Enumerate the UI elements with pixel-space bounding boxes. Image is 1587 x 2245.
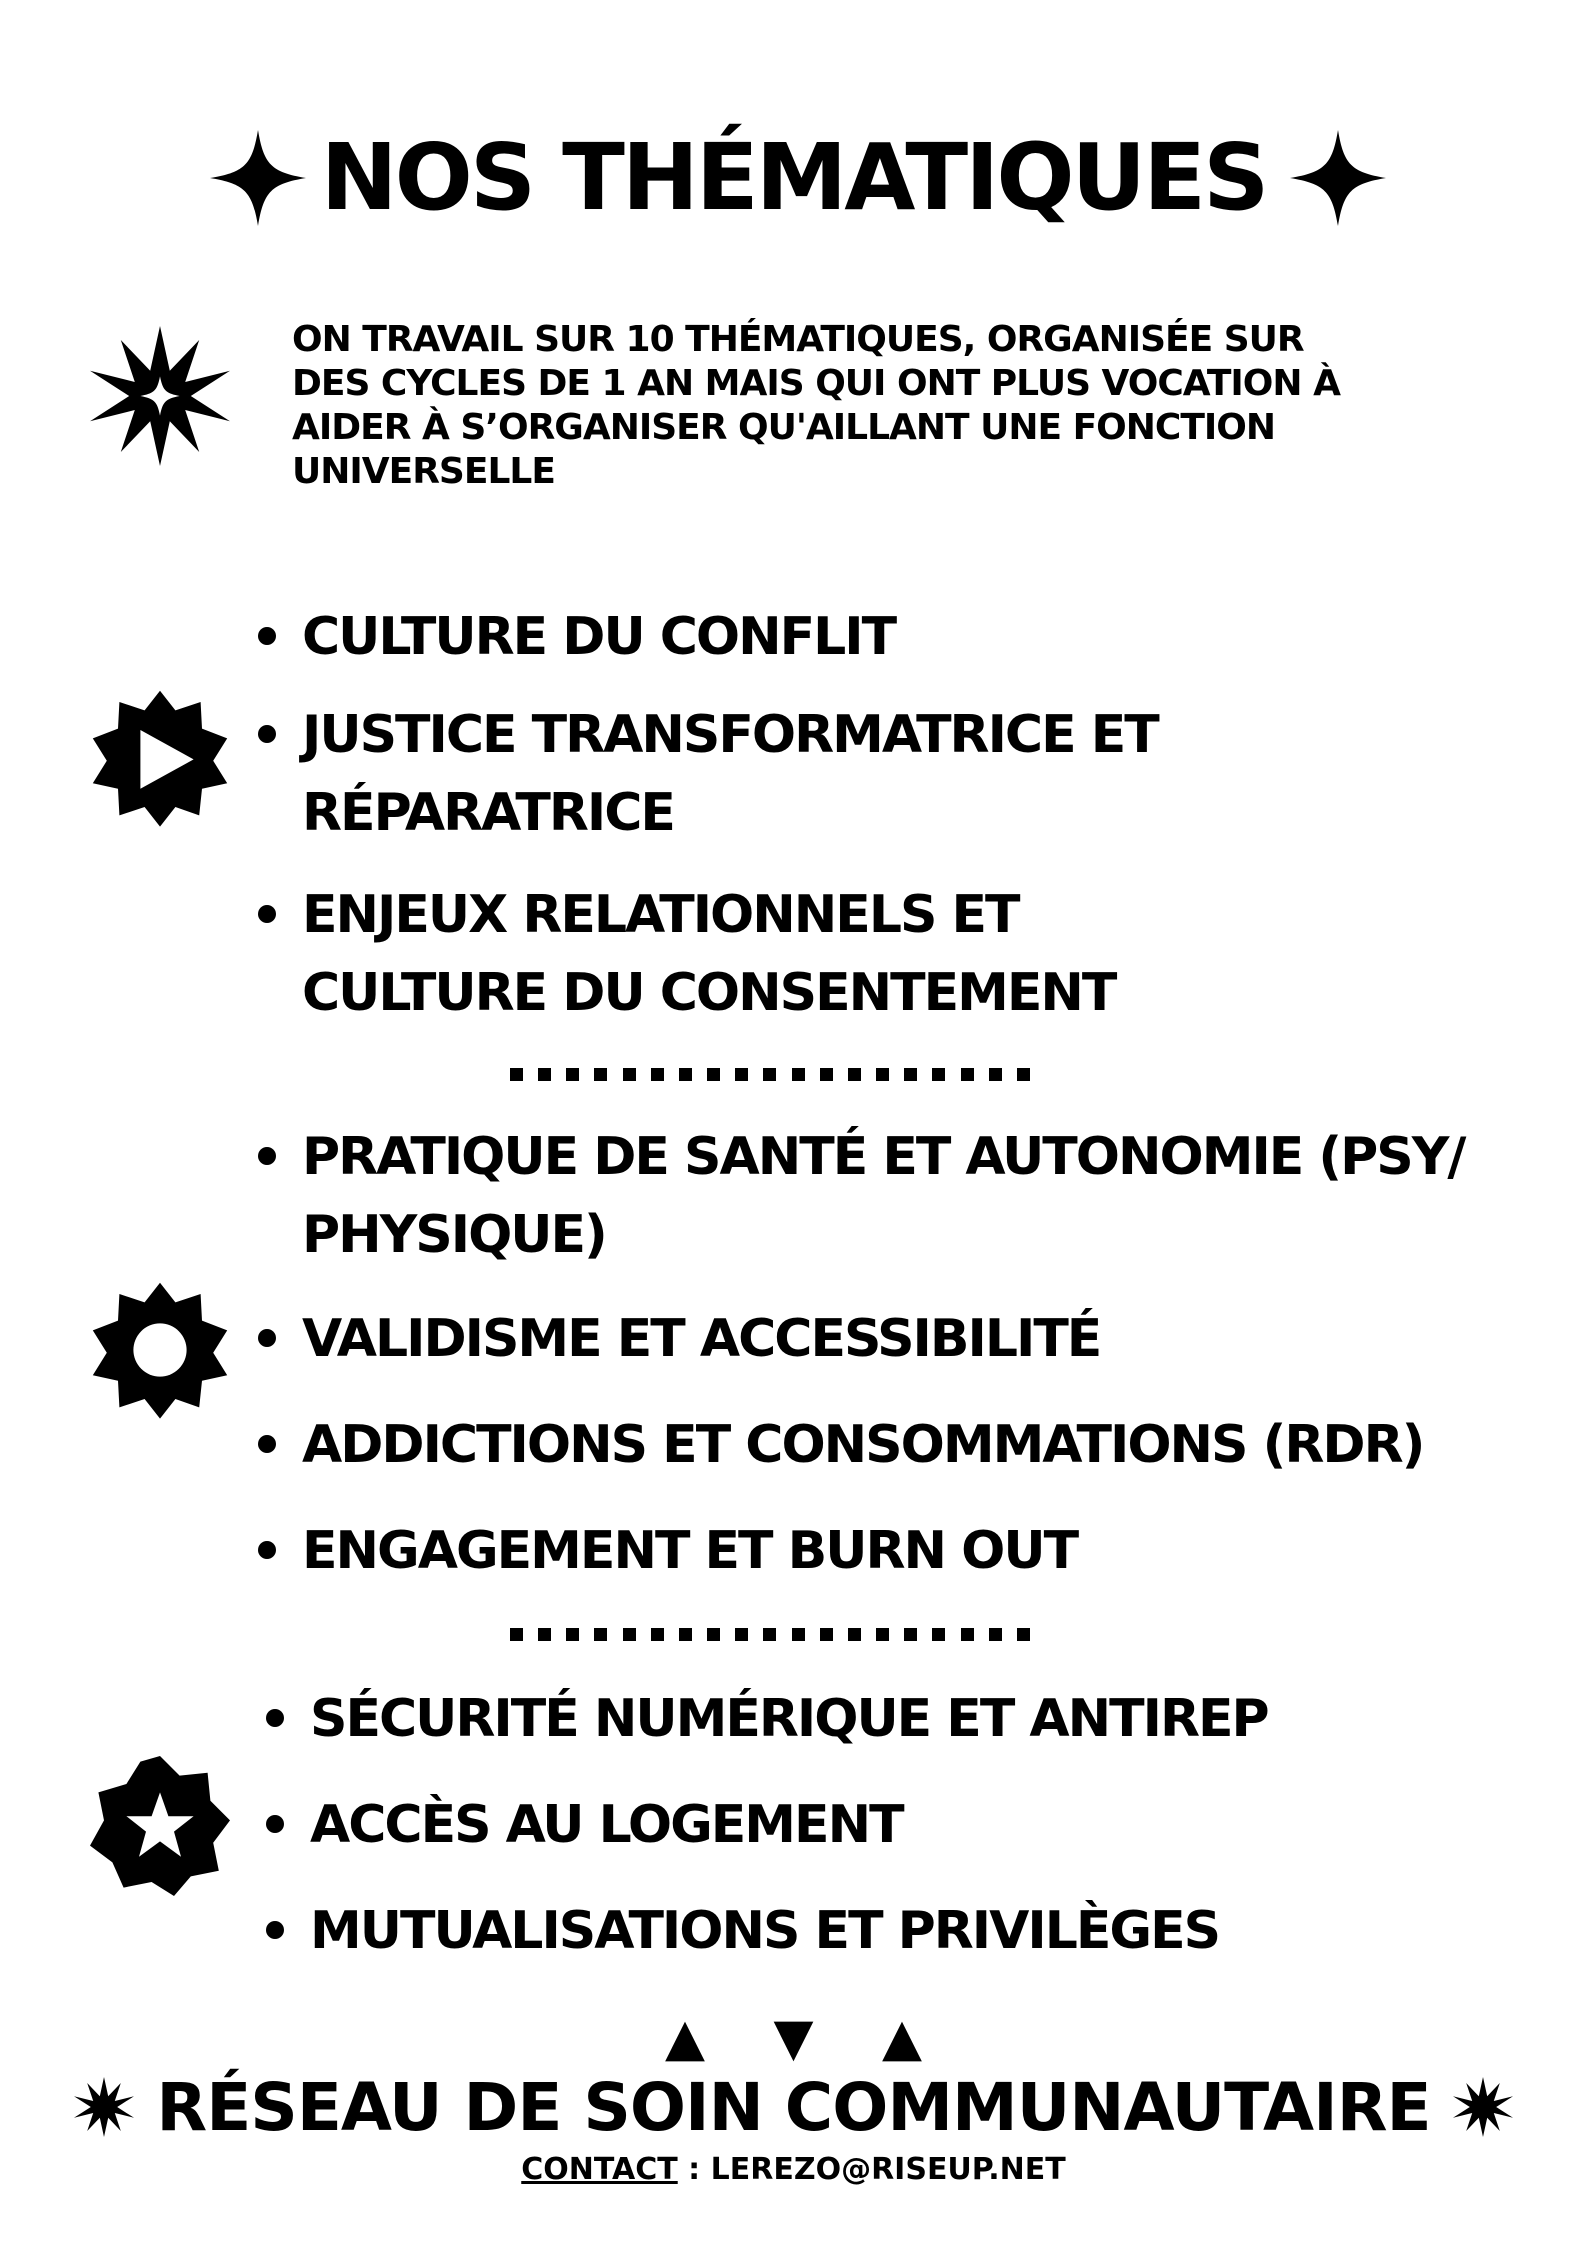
bullet-icon (258, 905, 276, 923)
dotted-separator (510, 1068, 1030, 1082)
list-item (266, 1680, 1268, 1758)
circle-badge-icon (90, 1280, 230, 1420)
bullet-icon (258, 1329, 276, 1347)
triangle-up-icon: ▲ (882, 2008, 923, 2068)
list-item-text: ACCÈS AU LOGEMENT (310, 1795, 903, 1855)
burst-icon (1453, 2077, 1513, 2137)
bullet-icon (258, 627, 276, 645)
arrow-row (0, 2008, 1587, 2068)
contact-label: CONTACT (521, 2152, 678, 2187)
list-item-text: PHYSIQUE) (302, 1205, 606, 1265)
bullet-icon (258, 725, 276, 743)
list-item-text: JUSTICE TRANSFORMATRICE ET (302, 705, 1158, 765)
intro-line: UNIVERSELLE (292, 451, 555, 492)
burst-icon (74, 2077, 134, 2137)
intro-line: ON TRAVAIL SUR 10 THÉMATIQUES, ORGANISÉE SUR (292, 319, 1304, 360)
footer-title-row (0, 2068, 1587, 2148)
bullet-icon (266, 1921, 284, 1939)
list-item-text: PRATIQUE DE SANTÉ ET AUTONOMIE (PSY/ (302, 1127, 1465, 1187)
bullet-icon (258, 1147, 276, 1165)
list-item (266, 1892, 1219, 1970)
list-item (258, 696, 1158, 852)
list-item (258, 1512, 1077, 1590)
list-item (258, 876, 1115, 1032)
triangle-up-icon: ▲ (664, 2008, 705, 2068)
intro-line: DES CYCLES DE 1 AN MAIS QUI ONT PLUS VOCATION À (292, 363, 1340, 404)
list-item (258, 1406, 1423, 1484)
list-item-text: VALIDISME ET ACCESSIBILITÉ (302, 1309, 1101, 1369)
intro-paragraph (292, 318, 1452, 494)
contact-line (0, 2150, 1587, 2190)
list-item-text: CULTURE DU CONFLIT (302, 607, 896, 667)
list-item-text: CULTURE DU CONSENTEMENT (302, 963, 1116, 1023)
list-item (258, 1118, 1464, 1274)
bullet-icon (258, 1541, 276, 1559)
play-badge-icon (90, 688, 230, 828)
intro-line: AIDER À S’ORGANISER QU'AILLANT UNE FONCTION (292, 407, 1275, 448)
spiky-star-icon (90, 326, 230, 466)
list-item-text: ENJEUX RELATIONNELS ET (302, 885, 1019, 945)
list-item (258, 598, 895, 676)
bullet-icon (258, 1435, 276, 1453)
list-item (266, 1786, 903, 1864)
contact-email[interactable]: LEREZO@RISEUP.NET (710, 2152, 1066, 2187)
list-item-text: MUTUALISATIONS ET PRIVILÈGES (310, 1901, 1220, 1961)
star-badge-icon (90, 1756, 230, 1896)
list-item-text: RÉPARATRICE (302, 783, 674, 843)
list-item-text: ENGAGEMENT ET BURN OUT (302, 1521, 1078, 1581)
bullet-icon (266, 1709, 284, 1727)
contact-separator: : (677, 2152, 711, 2187)
triangle-down-icon: ▼ (773, 2008, 814, 2068)
list-item-text: SÉCURITÉ NUMÉRIQUE ET ANTIREP (310, 1689, 1268, 1749)
dotted-separator (510, 1628, 1030, 1642)
page-title: NOS THÉMATIQUES (320, 124, 1267, 231)
footer-title: RÉSEAU DE SOIN COMMUNAUTAIRE (156, 2069, 1431, 2146)
list-item-text: ADDICTIONS ET CONSOMMATIONS (RDR) (302, 1415, 1424, 1475)
list-item (258, 1300, 1100, 1378)
bullet-icon (266, 1815, 284, 1833)
four-point-star-icon (1290, 130, 1386, 226)
